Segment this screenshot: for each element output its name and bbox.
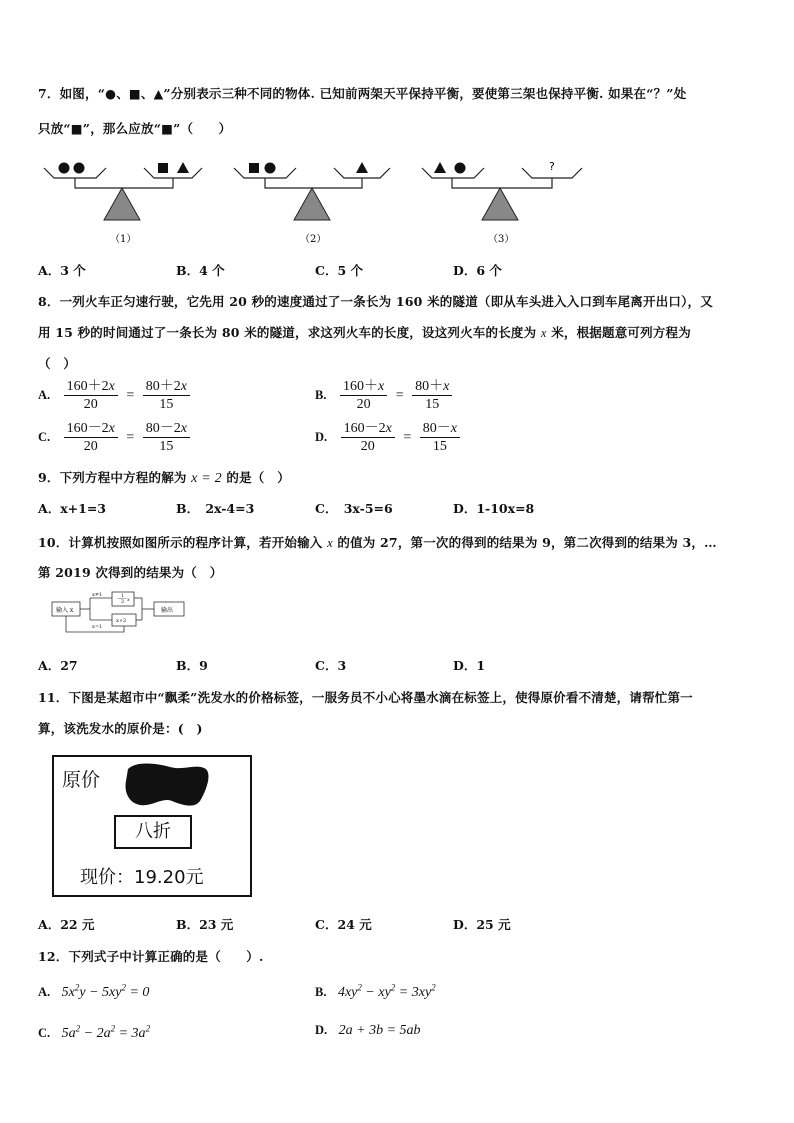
q9-option-a[interactable]: A．x+1=3 (38, 501, 106, 516)
q11-option-d[interactable]: D．25 元 (453, 917, 511, 932)
q11-option-a[interactable]: A．22 元 (38, 917, 95, 932)
square-shape-icon (249, 163, 259, 173)
circle-shape-icon (59, 163, 70, 174)
q8-option-c[interactable]: C. $\frac{160-2x}{20}$ = $\frac{80-2x}{15}$ (38, 420, 192, 455)
q7-option-a[interactable]: A．3 个 (38, 263, 86, 278)
q11-stem-line2: 算，该洗发水的原价是：( ) (38, 721, 203, 736)
balance-scales-figure (30, 150, 590, 250)
svg-text:1: 1 (121, 594, 124, 599)
q10-option-c[interactable]: C．3 (315, 658, 347, 673)
q9-option-d[interactable]: D．1-10x=8 (453, 501, 535, 516)
discount-box: 八折 (114, 815, 192, 849)
balance-scale-1 (44, 162, 202, 220)
ink-blot-icon (122, 761, 212, 811)
q10-option-d[interactable]: D．1 (453, 658, 486, 673)
scale-label-2: （2） (300, 234, 327, 245)
q9-option-b[interactable]: B． 2x-4=3 (176, 501, 255, 516)
q8-option-d[interactable]: D. $\frac{160-2x}{20}$ = $\frac{80-x}{15}$ (315, 420, 462, 455)
triangle-shape-icon (434, 162, 446, 173)
q10-stem-line1: 10．计算机按照如图所示的程序计算，若开始输入 x 的值为 27，第一次的得到的结果为 9，第二次得到的结果为 3，… (38, 535, 717, 550)
q8-option-b[interactable]: B. $\frac{160+x}{20}$ = $\frac{80+x}{15}$ (315, 378, 454, 413)
q7-option-b[interactable]: B．4 个 (176, 263, 225, 278)
q12-option-a[interactable]: A. $5x^2y - 5xy^2 = 0$ (38, 982, 150, 1000)
triangle-shape-icon (177, 162, 189, 173)
q8-stem-line1: 8．一列火车正匀速行驶，它先用 20 秒的速度通过了一条长为 160 米的隧道（即从车头进入入口到车尾离开出口），又 (38, 294, 713, 309)
circle-shape-icon (74, 163, 85, 174)
flow-cond-not-one: x≠1 (92, 592, 103, 598)
circle-shape-icon (265, 163, 276, 174)
original-price-label: 原价 (62, 769, 101, 791)
price-tag (52, 755, 252, 897)
q10-stem-line2: 第 2019 次得到的结果为（ ） (38, 565, 223, 580)
flow-cond-one: x=1 (92, 624, 103, 630)
flow-op-add-two: x+2 (116, 618, 127, 624)
q8-stem-line3: （ ） (38, 356, 77, 371)
q7-option-d[interactable]: D．6 个 (453, 263, 502, 278)
scale-label-3: （3） (488, 234, 515, 245)
q12-option-b[interactable]: B. $4xy^2 - xy^2 = 3xy^2$ (315, 982, 436, 1000)
q8-stem-line2: 用 15 秒的时间通过了一条长为 80 米的隧道，求这列火车的长度，设这列火车的长度为 x 米，根据题意可列方程为 (38, 325, 691, 340)
q7-stem-line2: 只放“■”，那么应放“■”（ ） (38, 121, 232, 136)
question-mark-label: ? (549, 160, 555, 173)
q10-option-a[interactable]: A．27 (38, 658, 78, 673)
q7-stem-line1: 7．如图，“●、■、▲”分别表示三种不同的物体. 已知前两架天平保持平衡，要使第三架也保持平衡. 如果在“？”处 (38, 86, 687, 101)
q11-option-b[interactable]: B．23 元 (176, 917, 234, 932)
svg-text:x: x (127, 597, 130, 603)
q8-option-a[interactable]: A. $\frac{160+2x}{20}$ = $\frac{80+2x}{15}$ (38, 378, 192, 413)
q7-option-c[interactable]: C．5 个 (315, 263, 363, 278)
scale-label-1: （1） (110, 234, 137, 245)
balance-scale-3 (422, 160, 582, 220)
q9-option-c[interactable]: C． 3x-5=6 (315, 501, 393, 516)
triangle-shape-icon (356, 162, 368, 173)
flow-input-label: 输入 x (56, 607, 74, 614)
square-shape-icon (158, 163, 168, 173)
program-flowchart (50, 590, 190, 636)
svg-text:3: 3 (121, 600, 124, 605)
flow-output-label: 输出 (161, 607, 174, 614)
q12-option-d[interactable]: D. 2a + 3b = 5ab (315, 1023, 421, 1038)
balance-scale-2 (234, 162, 390, 220)
circle-shape-icon (455, 163, 466, 174)
q10-option-b[interactable]: B．9 (176, 658, 208, 673)
current-price: 现价：19.20元 (80, 867, 204, 888)
q11-option-c[interactable]: C．24 元 (315, 917, 372, 932)
q12-stem: 12．下列式子中计算正确的是（ ）. (38, 949, 264, 964)
q9-stem: 9．下列方程中方程的解为 x = 2 的是（ ） (38, 470, 290, 486)
q11-stem-line1: 11．下图是某超市中“飘柔”洗发水的价格标签，一服务员不小心将墨水滴在标签上，使得原价看不清楚，请帮忙第一 (38, 690, 693, 705)
q12-option-c[interactable]: C. $5a^2 - 2a^2 = 3a^2$ (38, 1023, 151, 1041)
